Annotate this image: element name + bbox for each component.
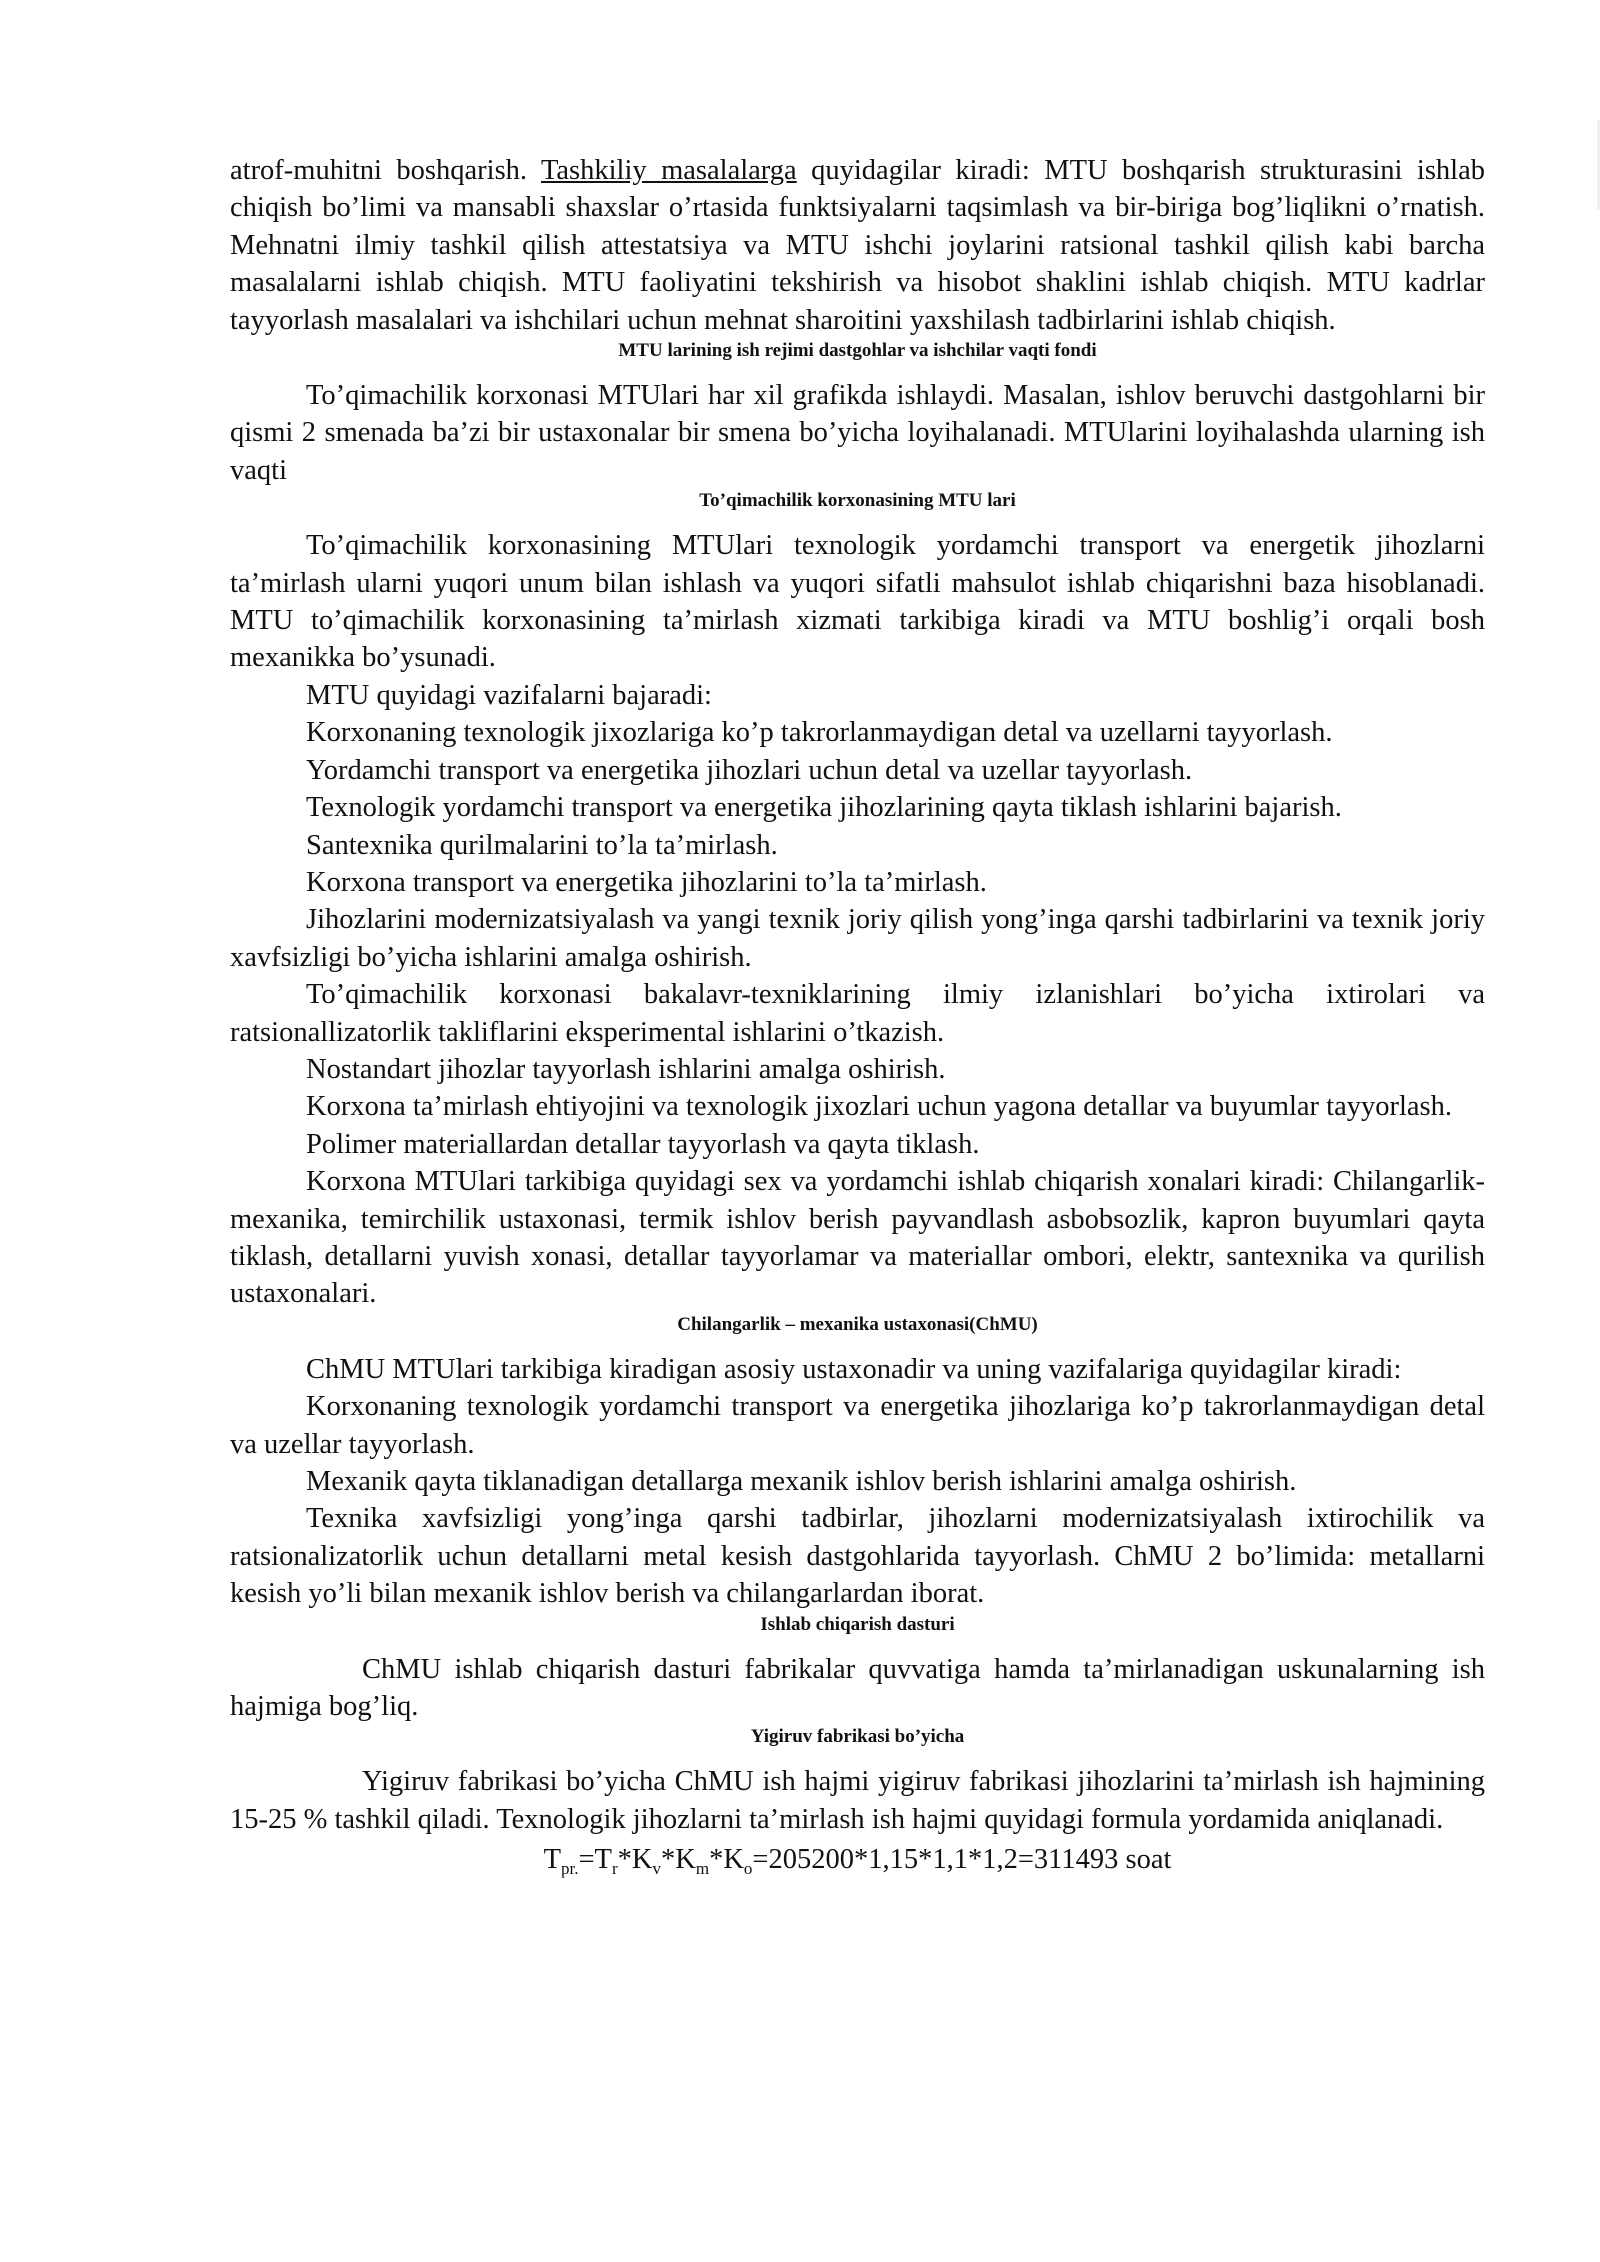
formula-symbol: *K [709,1844,744,1876]
workshops-paragraph: Korxona MTUlari tarkibiga quyidagi sex va yordamchi ishlab chiqarish xonalari kiradi: Chilangarlik-mexanika, temirchilik ustaxonasi, termik ishlov berish payvandlash asbobsozlik, kapron buyumlari qayta tiklash, detallarni yuvish xonasi, detallar tayyorlamar va materiallar ombori, elektr, santexnika va qurilish ustaxonalari. [230,1166,1485,1310]
formula-symbol: =T [578,1844,612,1876]
intro-paragraph [230,152,1485,339]
formula-subscript: r [611,1859,618,1879]
heading-spinning-factory: Yigiruv fabrikasi bo’yicha [750,1726,965,1748]
list-item: Texnologik yordamchi transport va energetika jihozlarining qayta tiklash ishlarini bajarish. [306,792,1342,824]
formula-subscript: v [652,1859,661,1879]
formula-subscript: pr. [561,1859,579,1879]
heading-work-regime: MTU larining ish rejimi dastgohlar va ishchilar vaqti fondi [618,340,1097,362]
formula-subscript: m [695,1859,710,1879]
intro-underlined-term: Tashkiliy masalalarga [540,155,797,186]
heading-mtu-of-enterprise: To’qimachilik korxonasining MTU lari [699,490,1016,512]
list-item: Korxona transport va energetika jihozlarini to’la ta’mirlash. [306,866,987,898]
heading-production-program: Ishlab chiqarish dasturi [760,1613,955,1635]
list-item: Jihozlarini modernizatsiyalash va yangi texnik joriy qilish yong’inga qarshi tadbirlarini va texnik joriy xavfsizligi bo’yicha ishlarini amalga oshirish. [230,904,1485,973]
list-item: Korxonaning texnologik jixozlariga ko’p takrorlanmaydigan detal va uzellarni tayyorlash. [306,717,1333,749]
list-item: Polimer materiallardan detallar tayyorlash va qayta tiklash. [306,1128,980,1160]
list-item: Korxona ta’mirlash ehtiyojini va texnologik jixozlari uchun yagona detallar va buyumlar tayyorlash. [306,1091,1453,1123]
production-program-paragraph: ChMU ishlab chiqarish dasturi fabrikalar quvvatiga hamda ta’mirlanadigan uskunalarning ish hajmiga bog’liq. [230,1653,1485,1723]
chmu-paragraph: ChMU MTUlari tarkibiga kiradigan asosiy ustaxonadir va uning vazifalariga quyidagilar kiradi: [306,1353,1402,1385]
spinning-factory-paragraph: Yigiruv fabrikasi bo’yicha ChMU ish hajmi yigiruv fabrikasi jihozlarini ta’mirlash ish hajmining 15-25 % tashkil qiladi. Texnologik jihozlarni ta’mirlash ish hajmi quyidagi formula yordamida aniqlanadi. [230,1766,1485,1835]
formula-symbol: *K [660,1844,696,1876]
intro-lead: atrof-muhitni boshqarish. [230,155,541,186]
work-regime-paragraph: To’qimachilik korxonasi MTUlari har xil grafikda ishlaydi. Masalan, ishlov beruvchi dastgohlarni bir qismi 2 smenada ba’zi bir ustaxonalar bir smena bo’yicha loyihalanadi. MTUlarini loyihalashda ularning ish vaqti [230,380,1485,486]
list-item: To’qimachilik korxonasi bakalavr-texniklarining ilmiy izlanishlari bo’yicha ixtirolari va ratsionallizatorlik takliflarini eksperimental ishlarini o’tkazish. [230,979,1485,1048]
list-item: Yordamchi transport va energetika jihozlari uchun detal va uzellar tayyorlash. [306,754,1193,786]
list-item: Korxonaning texnologik yordamchi transport va energetika jihozlariga ko’p takrorlanmaydigan detal va uzellar tayyorlash. [230,1391,1485,1460]
mtu-paragraph: To’qimachilik korxonasining MTUlari texnologik yordamchi transport va energetik jihozlarni ta’mirlash ularni yuqori unum bilan ishlash va yuqori sifatli mahsulot ishlab chiqarishni baza hisoblanadi. MTU to’qimachilik korxonasining ta’mirlash xizmati tarkibiga kiradi va MTU boshlig’i orqali bosh mexanikka bo’ysunadi. [230,530,1485,674]
heading-chmu: Chilangarlik – mexanika ustaxonasi(ChMU) [677,1313,1038,1335]
formula-symbol: *K [617,1844,653,1876]
formula-symbol: T [543,1844,561,1876]
document-body [230,152,1485,1880]
formula-result: =205200*1,15*1,1*1,2=311493 soat [752,1844,1172,1876]
intro-rest: quyidagilar kiradi: MTU boshqarish strukturasini ishlab chiqish bo’limi va mansabli shaxslar o’rtasida funktsiyalarni taqsimlash va bir-biriga bog’liqlikni o’rnatish. Mehnatni ilmiy tashkil qilish attestatsiya va MTU ishchi joylarini ratsional tashkil qilish kabi barcha masalalarni ishlab chiqish. MTU faoliyatini tekshirish va hisobot shaklini ishlab chiqish. MTU kadrlar tayyorlash masalalari va ishchilari uchun mehnat sharoitini yaxshilash tadbirlarini ishlab chiqish. [230,155,1486,336]
formula-subscript: o [743,1859,753,1879]
labor-formula [230,1840,1485,1880]
tasks-intro: MTU quyidagi vazifalarni bajaradi: [306,679,712,711]
list-item: Nostandart jihozlar tayyorlash ishlarini amalga oshirish. [306,1053,946,1085]
list-item: Texnika xavfsizligi yong’inga qarshi tadbirlar, jihozlarni modernizatsiyalash ixtirochilik va ratsionalizatorlik uchun detallarni metal kesish dastgohlarida tayyorlash. ChMU 2 bo’limida: metallarni kesish yo’li bilan mexanik ishlov berish va chilangarlardan iborat. [230,1503,1485,1610]
list-item: Mexanik qayta tiklanadigan detallarga mexanik ishlov berish ishlarini amalga oshirish. [306,1466,1297,1497]
list-item: Santexnika qurilmalarini to’la ta’mirlash. [306,829,778,861]
